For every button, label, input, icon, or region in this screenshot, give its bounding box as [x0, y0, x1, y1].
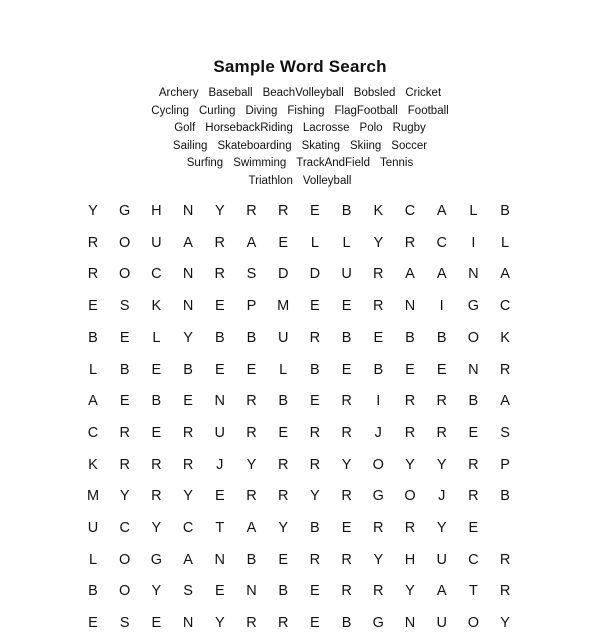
grid-letter: N [214, 551, 226, 568]
grid-letter: N [468, 266, 479, 283]
grid-letter: I [439, 298, 444, 315]
grid-letter: R [404, 393, 416, 410]
grid-letter: R [404, 234, 416, 251]
word-bank-word: Skateboarding [217, 139, 292, 152]
grid-letter: R [151, 488, 162, 505]
grid-letter: R [373, 298, 384, 315]
grid-letter: G [372, 615, 384, 632]
grid-letter: Y [214, 615, 225, 632]
word-bank-word: Golf [174, 122, 196, 135]
grid-letter: R [373, 266, 384, 283]
grid-letter: E [278, 551, 289, 568]
word-bank-word: Cycling [151, 104, 189, 117]
grid-letter: E [278, 424, 289, 441]
grid-letter: G [372, 488, 384, 505]
grid-letter: I [471, 234, 476, 251]
grid-letter: B [341, 203, 352, 219]
grid-row [88, 196, 513, 226]
grid-letter: B [214, 329, 225, 346]
grid-letter: A [246, 520, 257, 536]
grid-letter: Y [436, 456, 447, 473]
grid-letter: O [119, 266, 131, 283]
grid-letter: T [215, 520, 225, 536]
grid-letter: K [151, 298, 162, 315]
grid-letter: R [182, 456, 194, 473]
grid-letter: Y [278, 520, 289, 536]
word-bank-word: Swimming [233, 157, 287, 170]
word-bank-word: Polo [359, 122, 383, 135]
grid-letter: R [246, 424, 257, 441]
grid-letter: Y [214, 203, 225, 219]
word-bank-line [0, 155, 600, 173]
word-bank-word: Sailing [172, 139, 208, 152]
grid-letter: C [151, 266, 162, 283]
word-bank-line [0, 85, 600, 103]
grid-letter: R [119, 424, 130, 441]
grid-letter: B [246, 551, 257, 568]
grid-letter: C [499, 298, 511, 315]
word-bank-word: Skating [301, 139, 340, 152]
grid-letter: E [310, 393, 320, 410]
grid-letter: G [150, 551, 163, 568]
grid-letter: E [310, 203, 320, 219]
grid-letter: R [214, 234, 226, 251]
grid-letter: R [309, 551, 321, 568]
grid-letter: B [500, 488, 510, 505]
word-bank-word: TrackAndField [296, 157, 370, 170]
grid-letter: D [309, 266, 321, 283]
grid-letter: E [119, 329, 130, 346]
grid-letter: R [341, 551, 352, 568]
grid-letter: R [499, 583, 511, 600]
grid-letter: C [436, 234, 447, 251]
word-bank [0, 85, 600, 191]
grid-row [88, 355, 513, 385]
grid-letter: Y [88, 203, 98, 219]
grid-letter: D [277, 266, 289, 283]
grid-letter: Y [310, 488, 320, 505]
grid-letter: R [373, 520, 384, 536]
grid-letter: E [278, 234, 289, 251]
grid-letter: G [467, 298, 480, 315]
grid-letter: E [341, 298, 352, 315]
grid-letter: E [468, 520, 479, 536]
grid-letter: B [88, 583, 98, 600]
grid-letter: R [214, 266, 226, 283]
grid-letter: L [88, 361, 98, 378]
grid-letter: R [341, 424, 352, 441]
grid-letter: M [86, 488, 100, 505]
page-title: Sample Word Search [213, 57, 387, 76]
grid-row [88, 291, 513, 321]
grid-letter: R [277, 456, 289, 473]
grid-letter: E [151, 424, 162, 441]
grid-letter: L [469, 203, 478, 219]
grid-letter: O [119, 583, 131, 600]
grid-row [88, 608, 513, 638]
grid-letter: B [341, 615, 352, 632]
grid-letter: B [468, 393, 479, 410]
grid-letter: E [119, 393, 130, 410]
grid-letter: L [152, 329, 161, 346]
grid-letter: C [404, 203, 416, 219]
word-bank-line [0, 138, 600, 156]
grid-letter: R [87, 266, 99, 283]
word-bank-word: Archery [158, 87, 199, 99]
grid-letter: S [246, 266, 257, 283]
grid-letter: Y [246, 456, 257, 473]
word-bank-word: Cricket [405, 87, 442, 99]
grid-letter: B [278, 393, 289, 410]
grid-letter: B [373, 361, 384, 378]
grid-letter: E [310, 583, 320, 600]
letter-grid [86, 196, 513, 632]
grid-letter: E [88, 615, 98, 632]
grid-letter: G [119, 203, 131, 219]
grid-letter: R [468, 456, 479, 473]
grid-letter: B [436, 329, 447, 346]
grid-letter: B [341, 329, 352, 346]
word-bank-word: Diving [245, 104, 278, 117]
grid-letter: R [404, 520, 416, 536]
word-bank-line [0, 103, 600, 121]
grid-row [86, 481, 513, 511]
word-bank-line [0, 173, 600, 191]
grid-letter: P [246, 298, 257, 315]
grid-row [88, 450, 513, 480]
grid-letter: E [151, 361, 162, 378]
grid-letter: R [277, 488, 289, 505]
grid-letter: R [468, 488, 479, 505]
grid-letter: Y [500, 615, 510, 632]
grid-letter: S [119, 615, 130, 632]
word-bank-word: FlagFootball [334, 104, 398, 117]
grid-letter: P [500, 456, 510, 473]
grid-letter: R [246, 488, 257, 505]
grid-letter: L [310, 234, 319, 251]
grid-letter: R [309, 456, 321, 473]
word-bank-word: Tennis [379, 157, 414, 170]
grid-letter: A [183, 234, 193, 251]
grid-letter: E [341, 520, 352, 536]
grid-letter: R [87, 234, 99, 251]
grid-letter: C [182, 520, 194, 536]
grid-letter: E [88, 298, 98, 315]
grid-letter: U [341, 266, 352, 283]
grid-letter: A [436, 266, 447, 283]
grid-letter: K [373, 203, 384, 219]
grid-letter: N [182, 298, 194, 315]
grid-letter: E [310, 615, 320, 632]
grid-letter: R [277, 203, 289, 219]
grid-letter: E [151, 615, 162, 632]
grid-letter: R [119, 456, 130, 473]
grid-letter: A [436, 583, 447, 600]
grid-letter: C [87, 424, 99, 441]
grid-letter: E [373, 329, 384, 346]
grid-letter: N [468, 361, 479, 378]
word-bank-word: Baseball [208, 87, 253, 99]
word-bank-word: Curling [199, 104, 236, 117]
grid-letter: B [151, 393, 162, 410]
grid-letter: R [151, 456, 162, 473]
word-bank-word: HorsebackRiding [205, 122, 293, 135]
grid-letter: E [214, 488, 225, 505]
grid-letter: L [501, 234, 510, 251]
grid-letter: O [467, 615, 480, 632]
grid-letter: U [277, 329, 289, 346]
grid-letter: C [468, 551, 479, 568]
grid-letter: N [182, 615, 194, 632]
grid-letter: R [182, 424, 194, 441]
grid-letter: R [246, 615, 257, 632]
grid-letter: U [151, 234, 162, 251]
grid-letter: K [500, 329, 510, 346]
grid-letter: R [309, 329, 321, 346]
grid-letter: Y [151, 583, 162, 600]
grid-letter: Y [183, 329, 193, 346]
grid-letter: B [405, 329, 415, 346]
grid-letter: H [404, 551, 416, 568]
grid-letter: O [404, 488, 416, 505]
grid-letter: M [277, 298, 290, 315]
grid-letter: C [119, 520, 130, 536]
grid-letter: B [246, 329, 257, 346]
grid-letter: R [246, 393, 257, 410]
grid-letter: E [405, 361, 415, 378]
grid-letter: Y [341, 456, 352, 473]
grid-row [88, 386, 513, 416]
grid-letter: B [278, 583, 289, 600]
grid-letter: E [214, 583, 225, 600]
grid-letter: A [88, 393, 98, 410]
grid-letter: R [499, 551, 511, 568]
word-bank-word: Fishing [287, 104, 325, 117]
grid-letter: R [246, 203, 257, 219]
grid-letter: R [373, 583, 384, 600]
grid-letter: R [341, 393, 352, 410]
word-bank-word: Lacrosse [302, 122, 350, 135]
grid-row [87, 228, 513, 258]
grid-letter: R [436, 424, 447, 441]
grid-letter: E [341, 361, 352, 378]
grid-letter: Y [405, 456, 415, 473]
grid-letter: L [279, 361, 288, 378]
grid-letter: O [119, 234, 131, 251]
grid-letter: H [151, 203, 162, 219]
grid-letter: E [310, 298, 320, 315]
grid-row [88, 545, 513, 575]
grid-letter: N [404, 615, 416, 632]
grid-row [87, 259, 513, 289]
word-bank-word: Football [407, 104, 449, 117]
grid-letter: S [500, 424, 510, 441]
grid-row [88, 323, 513, 353]
grid-letter: J [438, 488, 446, 505]
word-bank-line [0, 120, 600, 138]
grid-letter: B [500, 203, 510, 219]
grid-letter: R [277, 615, 289, 632]
grid-letter: E [183, 393, 193, 410]
grid-letter: O [119, 551, 131, 568]
word-bank-word: Rugby [392, 122, 426, 135]
grid-letter: J [374, 424, 382, 441]
grid-letter: O [372, 456, 384, 473]
grid-letter: U [214, 424, 226, 441]
grid-letter: R [499, 361, 511, 378]
grid-letter: R [436, 393, 447, 410]
grid-letter: U [87, 520, 99, 536]
grid-letter: Y [405, 583, 415, 600]
grid-letter: Y [151, 520, 162, 536]
grid-row [87, 418, 513, 448]
grid-letter: S [119, 298, 130, 315]
word-bank-word: Soccer [391, 139, 428, 152]
grid-letter: B [88, 329, 98, 346]
grid-letter: T [468, 583, 478, 600]
grid-letter: L [88, 551, 98, 568]
grid-letter: A [500, 266, 510, 283]
grid-letter: A [405, 266, 415, 283]
grid-row [88, 576, 513, 606]
grid-letter: K [88, 456, 98, 473]
word-bank-word: Volleyball [302, 174, 352, 187]
grid-letter: Y [119, 488, 130, 505]
grid-letter: E [214, 298, 225, 315]
grid-letter: R [404, 424, 416, 441]
word-bank-word: Triathlon [248, 174, 293, 187]
word-bank-word: BeachVolleyball [262, 87, 344, 99]
grid-letter: N [182, 203, 194, 219]
grid-letter: E [468, 424, 479, 441]
grid-letter: N [214, 393, 226, 410]
grid-letter: A [246, 234, 257, 251]
grid-letter: J [216, 456, 224, 473]
grid-letter: E [436, 361, 447, 378]
word-bank-word: Surfing [186, 157, 224, 170]
grid-letter: L [342, 234, 351, 251]
grid-letter: Y [436, 520, 447, 536]
grid-letter: U [436, 615, 447, 632]
word-bank-word: Skiing [349, 139, 382, 152]
grid-letter: R [341, 488, 352, 505]
grid-letter: B [183, 361, 193, 378]
grid-letter: Y [183, 488, 193, 505]
grid-letter: B [119, 361, 130, 378]
grid-letter: Y [373, 234, 384, 251]
grid-letter: E [246, 361, 257, 378]
grid-letter: B [310, 520, 320, 536]
grid-letter: O [467, 329, 480, 346]
grid-letter: N [404, 298, 416, 315]
grid-letter: I [376, 393, 381, 410]
grid-letter: U [436, 551, 447, 568]
grid-letter: R [309, 424, 321, 441]
grid-letter: B [310, 361, 320, 378]
grid-letter: A [500, 393, 510, 410]
grid-letter: N [182, 266, 194, 283]
grid-letter: E [214, 361, 225, 378]
word-bank-word: Bobsled [353, 87, 396, 99]
grid-letter: R [341, 583, 352, 600]
grid-row [87, 513, 513, 543]
grid-letter: Y [373, 551, 384, 568]
grid-letter: A [436, 203, 447, 219]
grid-letter: S [183, 583, 193, 600]
grid-letter: A [183, 551, 193, 568]
grid-letter: N [246, 583, 257, 600]
